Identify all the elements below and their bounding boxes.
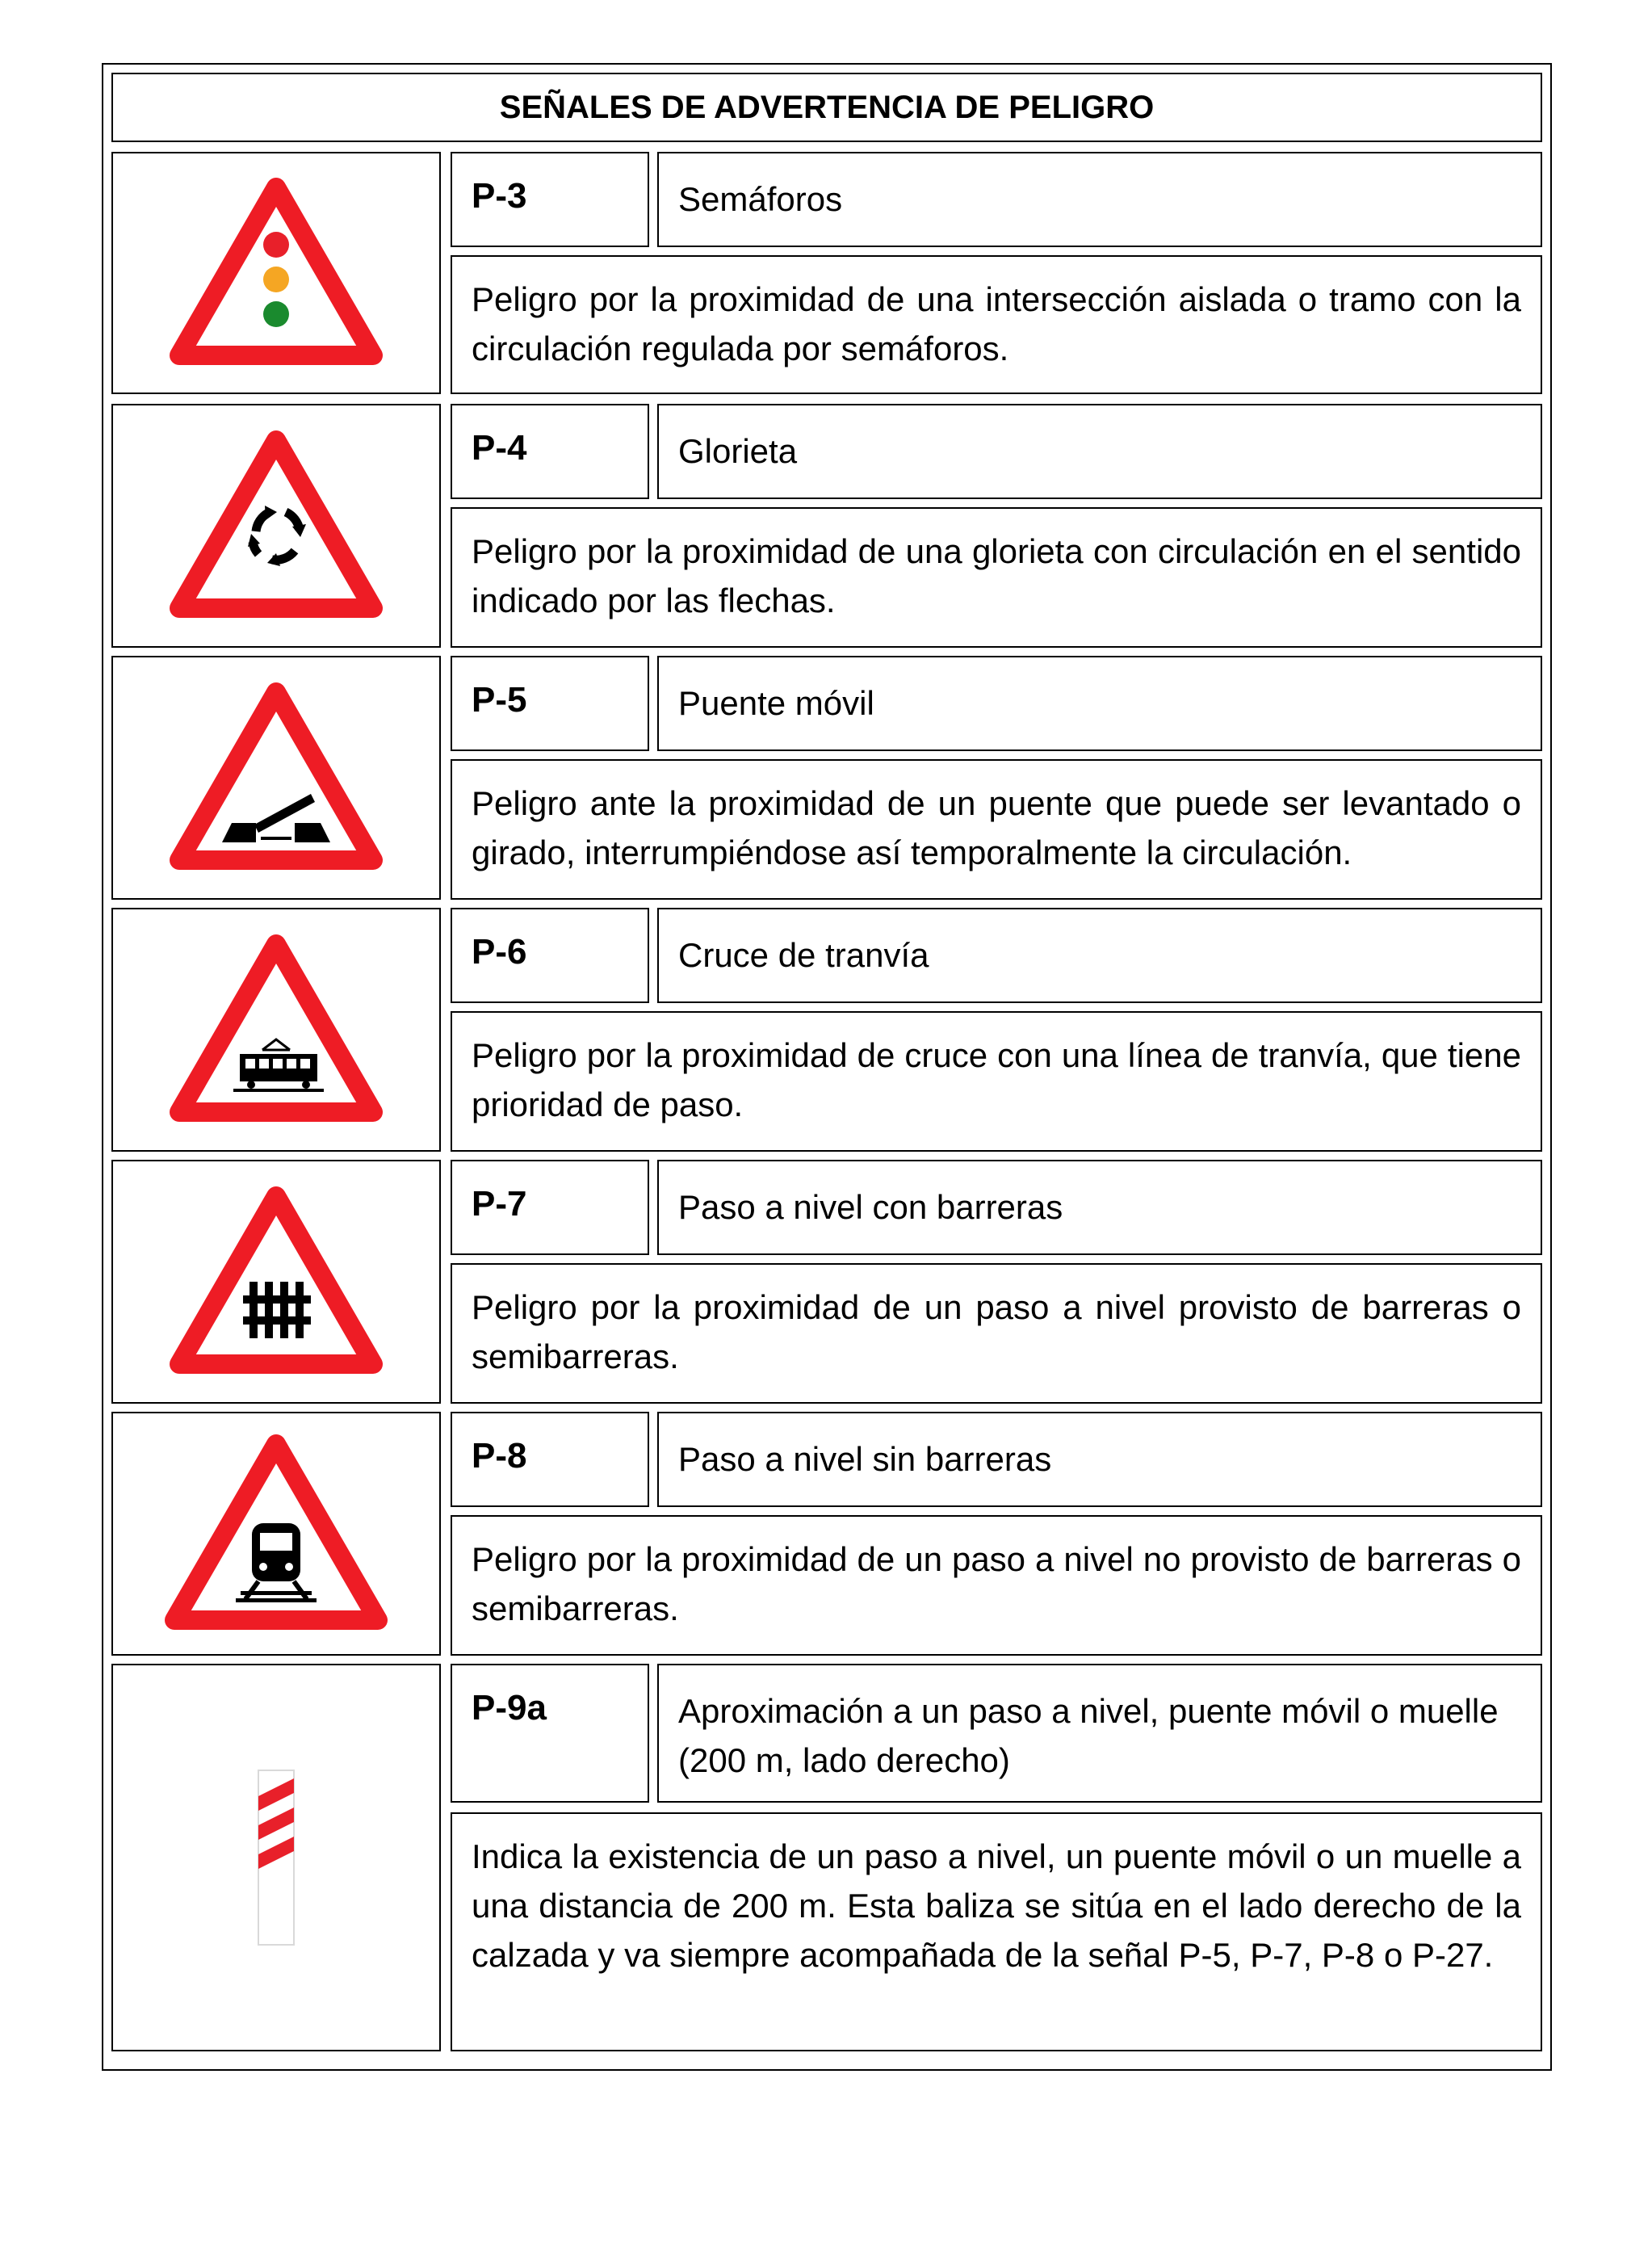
sign-code: P-3 [451,152,649,247]
table-title: SEÑALES DE ADVERTENCIA DE PELIGRO [111,73,1542,142]
icon-cell-p7 [111,1160,441,1404]
sign-name: Aproximación a un paso a nivel, puente móvil o muelle (200 m, lado derecho) [657,1664,1542,1803]
icon-cell-p9a [111,1664,441,2051]
movable-bridge-sign-icon [167,681,385,875]
roundabout-sign-icon [167,429,385,623]
sign-code: P-8 [451,1412,649,1507]
sign-description: Peligro por la proximidad de un paso a nivel provisto de barreras o semibarreras. [451,1263,1542,1404]
sign-code: P-7 [451,1160,649,1255]
level-crossing-no-barriers-sign-icon [163,1433,389,1635]
traffic-lights-sign-icon [167,176,385,370]
tram-crossing-sign-icon [167,933,385,1127]
sign-name: Glorieta [657,404,1542,499]
sign-code: P-4 [451,404,649,499]
icon-cell-p5 [111,656,441,900]
sign-description: Peligro por la proximidad de una intersección aislada o tramo con la circulación regulada por semáforos. [451,255,1542,394]
sign-name: Semáforos [657,152,1542,247]
sign-name: Paso a nivel con barreras [657,1160,1542,1255]
icon-cell-p3 [111,152,441,394]
sign-name: Puente móvil [657,656,1542,751]
sign-description: Indica la existencia de un paso a nivel, un puente móvil o un muelle a una distancia de 200 m. Esta baliza se sitúa en el lado derecho de la calzada y va siempre acompañada de la señal P-5, P-7, P-8 o P-27. [451,1812,1542,2051]
sign-description: Peligro ante la proximidad de un puente que puede ser levantado o girado, interrumpiéndose así temporalmente la circulación. [451,759,1542,900]
sign-name: Paso a nivel sin barreras [657,1412,1542,1507]
sign-description: Peligro por la proximidad de una glorieta con circulación en el sentido indicado por las flechas. [451,507,1542,648]
sign-code: P-5 [451,656,649,751]
level-crossing-barriers-sign-icon [167,1185,385,1379]
sign-description: Peligro por la proximidad de un paso a nivel no provisto de barreras o semibarreras. [451,1515,1542,1656]
approach-beacon-three-stripes-icon [252,1769,300,1946]
sign-description: Peligro por la proximidad de cruce con una línea de tranvía, que tiene prioridad de paso. [451,1011,1542,1152]
sign-code: P-6 [451,908,649,1003]
sign-name: Cruce de tranvía [657,908,1542,1003]
sign-code: P-9a [451,1664,649,1803]
icon-cell-p6 [111,908,441,1152]
icon-cell-p8 [111,1412,441,1656]
icon-cell-p4 [111,404,441,648]
